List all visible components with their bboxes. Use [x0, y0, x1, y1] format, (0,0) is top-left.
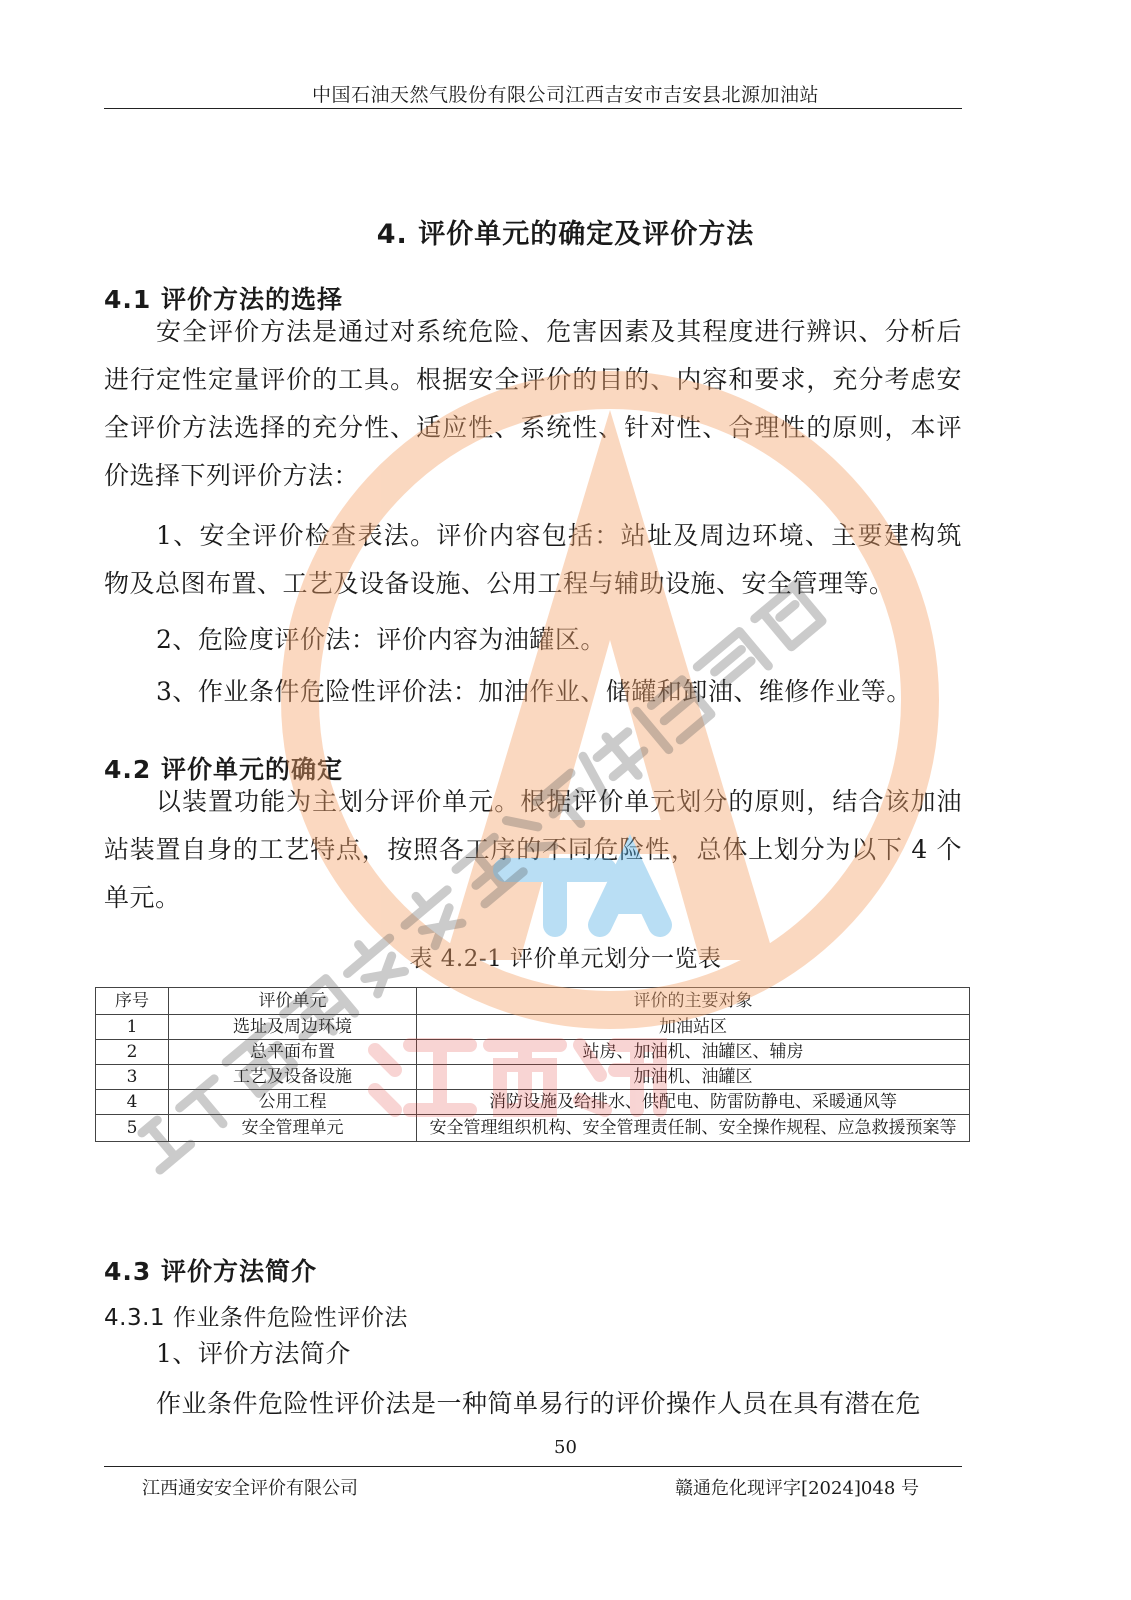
method-item-3: 3、作业条件危险性评价法：加油作业、储罐和卸油、维修作业等。 — [156, 677, 912, 706]
section-4-2-text: 以装置功能为主划分评价单元。根据评价单元划分的原则，结合该加油站装置自身的工艺特点，按照各工序的不同危险性，总体上划分为以下 4 个单元。 — [104, 787, 962, 912]
section-4-1-intro: 安全评价方法是通过对系统危险、危害因素及其程度进行辨识、分析后进行定性定量评价的工具。根据安全评价的目的、内容和要求，充分考虑安全评价方法选择的充分性、适应性、系统性、针对性、合理性的原则，本评价选择下列评价方法： — [104, 317, 962, 490]
table-row — [96, 1115, 970, 1142]
evaluation-units-table — [95, 987, 970, 1142]
table-header-cell: 序号 — [96, 988, 169, 1015]
section-4-3-1-heading: 4.3.1 作业条件危险性评价法 — [104, 1305, 408, 1331]
table-header-cell: 评价的主要对象 — [417, 988, 970, 1015]
page-number: 50 — [554, 1437, 577, 1458]
table-row — [96, 1015, 970, 1040]
table-cell: 2 — [96, 1040, 169, 1065]
table-row — [96, 1065, 970, 1090]
table-cell: 总平面布置 — [169, 1040, 417, 1065]
method-item-1: 1、安全评价检查表法。评价内容包括：站址及周边环境、主要建构筑物及总图布置、工艺及设备设施、公用工程与辅助设施、安全管理等。 — [104, 521, 962, 598]
method-item-2: 2、危险度评价法：评价内容为油罐区。 — [156, 625, 606, 654]
footer-company: 江西通安安全评价有限公司 — [142, 1478, 358, 1499]
table-cell: 安全管理单元 — [169, 1115, 417, 1142]
table-cell: 4 — [96, 1090, 169, 1115]
table-cell: 公用工程 — [169, 1090, 417, 1115]
footer-rule — [104, 1466, 962, 1467]
section-4-3-1-text: 作业条件危险性评价法是一种简单易行的评价操作人员在具有潜在危 — [156, 1389, 922, 1418]
section-4-3-1-item: 1、评价方法简介 — [156, 1339, 351, 1368]
table-cell: 站房、加油机、油罐区、辅房 — [417, 1040, 970, 1065]
table-cell: 1 — [96, 1015, 169, 1040]
table-cell: 5 — [96, 1115, 169, 1142]
chapter-title: 4. 评价单元的确定及评价方法 — [376, 219, 755, 250]
footer-doc-number: 赣通危化现评字[2024]048 号 — [675, 1478, 919, 1499]
table-caption: 表 4.2-1 评价单元划分一览表 — [409, 946, 722, 972]
table-header-cell: 评价单元 — [169, 988, 417, 1015]
section-4-1-heading: 4.1 评价方法的选择 — [104, 285, 343, 314]
section-4-3-heading: 4.3 评价方法简介 — [104, 1257, 317, 1286]
header-rule — [104, 108, 962, 109]
table-row — [96, 1090, 970, 1115]
table-cell: 安全管理组织机构、安全管理责任制、安全操作规程、应急救援预案等 — [417, 1115, 970, 1142]
section-4-2-heading: 4.2 评价单元的确定 — [104, 755, 343, 784]
table-cell: 工艺及设备设施 — [169, 1065, 417, 1090]
table-cell: 加油机、油罐区 — [417, 1065, 970, 1090]
table-row — [96, 1040, 970, 1065]
table-cell: 选址及周边环境 — [169, 1015, 417, 1040]
table-cell: 加油站区 — [417, 1015, 970, 1040]
page-header: 中国石油天然气股份有限公司江西吉安市吉安县北源加油站 — [311, 84, 819, 106]
table-header-row — [96, 988, 970, 1015]
table-cell: 消防设施及给排水、供配电、防雷防静电、采暖通风等 — [417, 1090, 970, 1115]
table-cell: 3 — [96, 1065, 169, 1090]
